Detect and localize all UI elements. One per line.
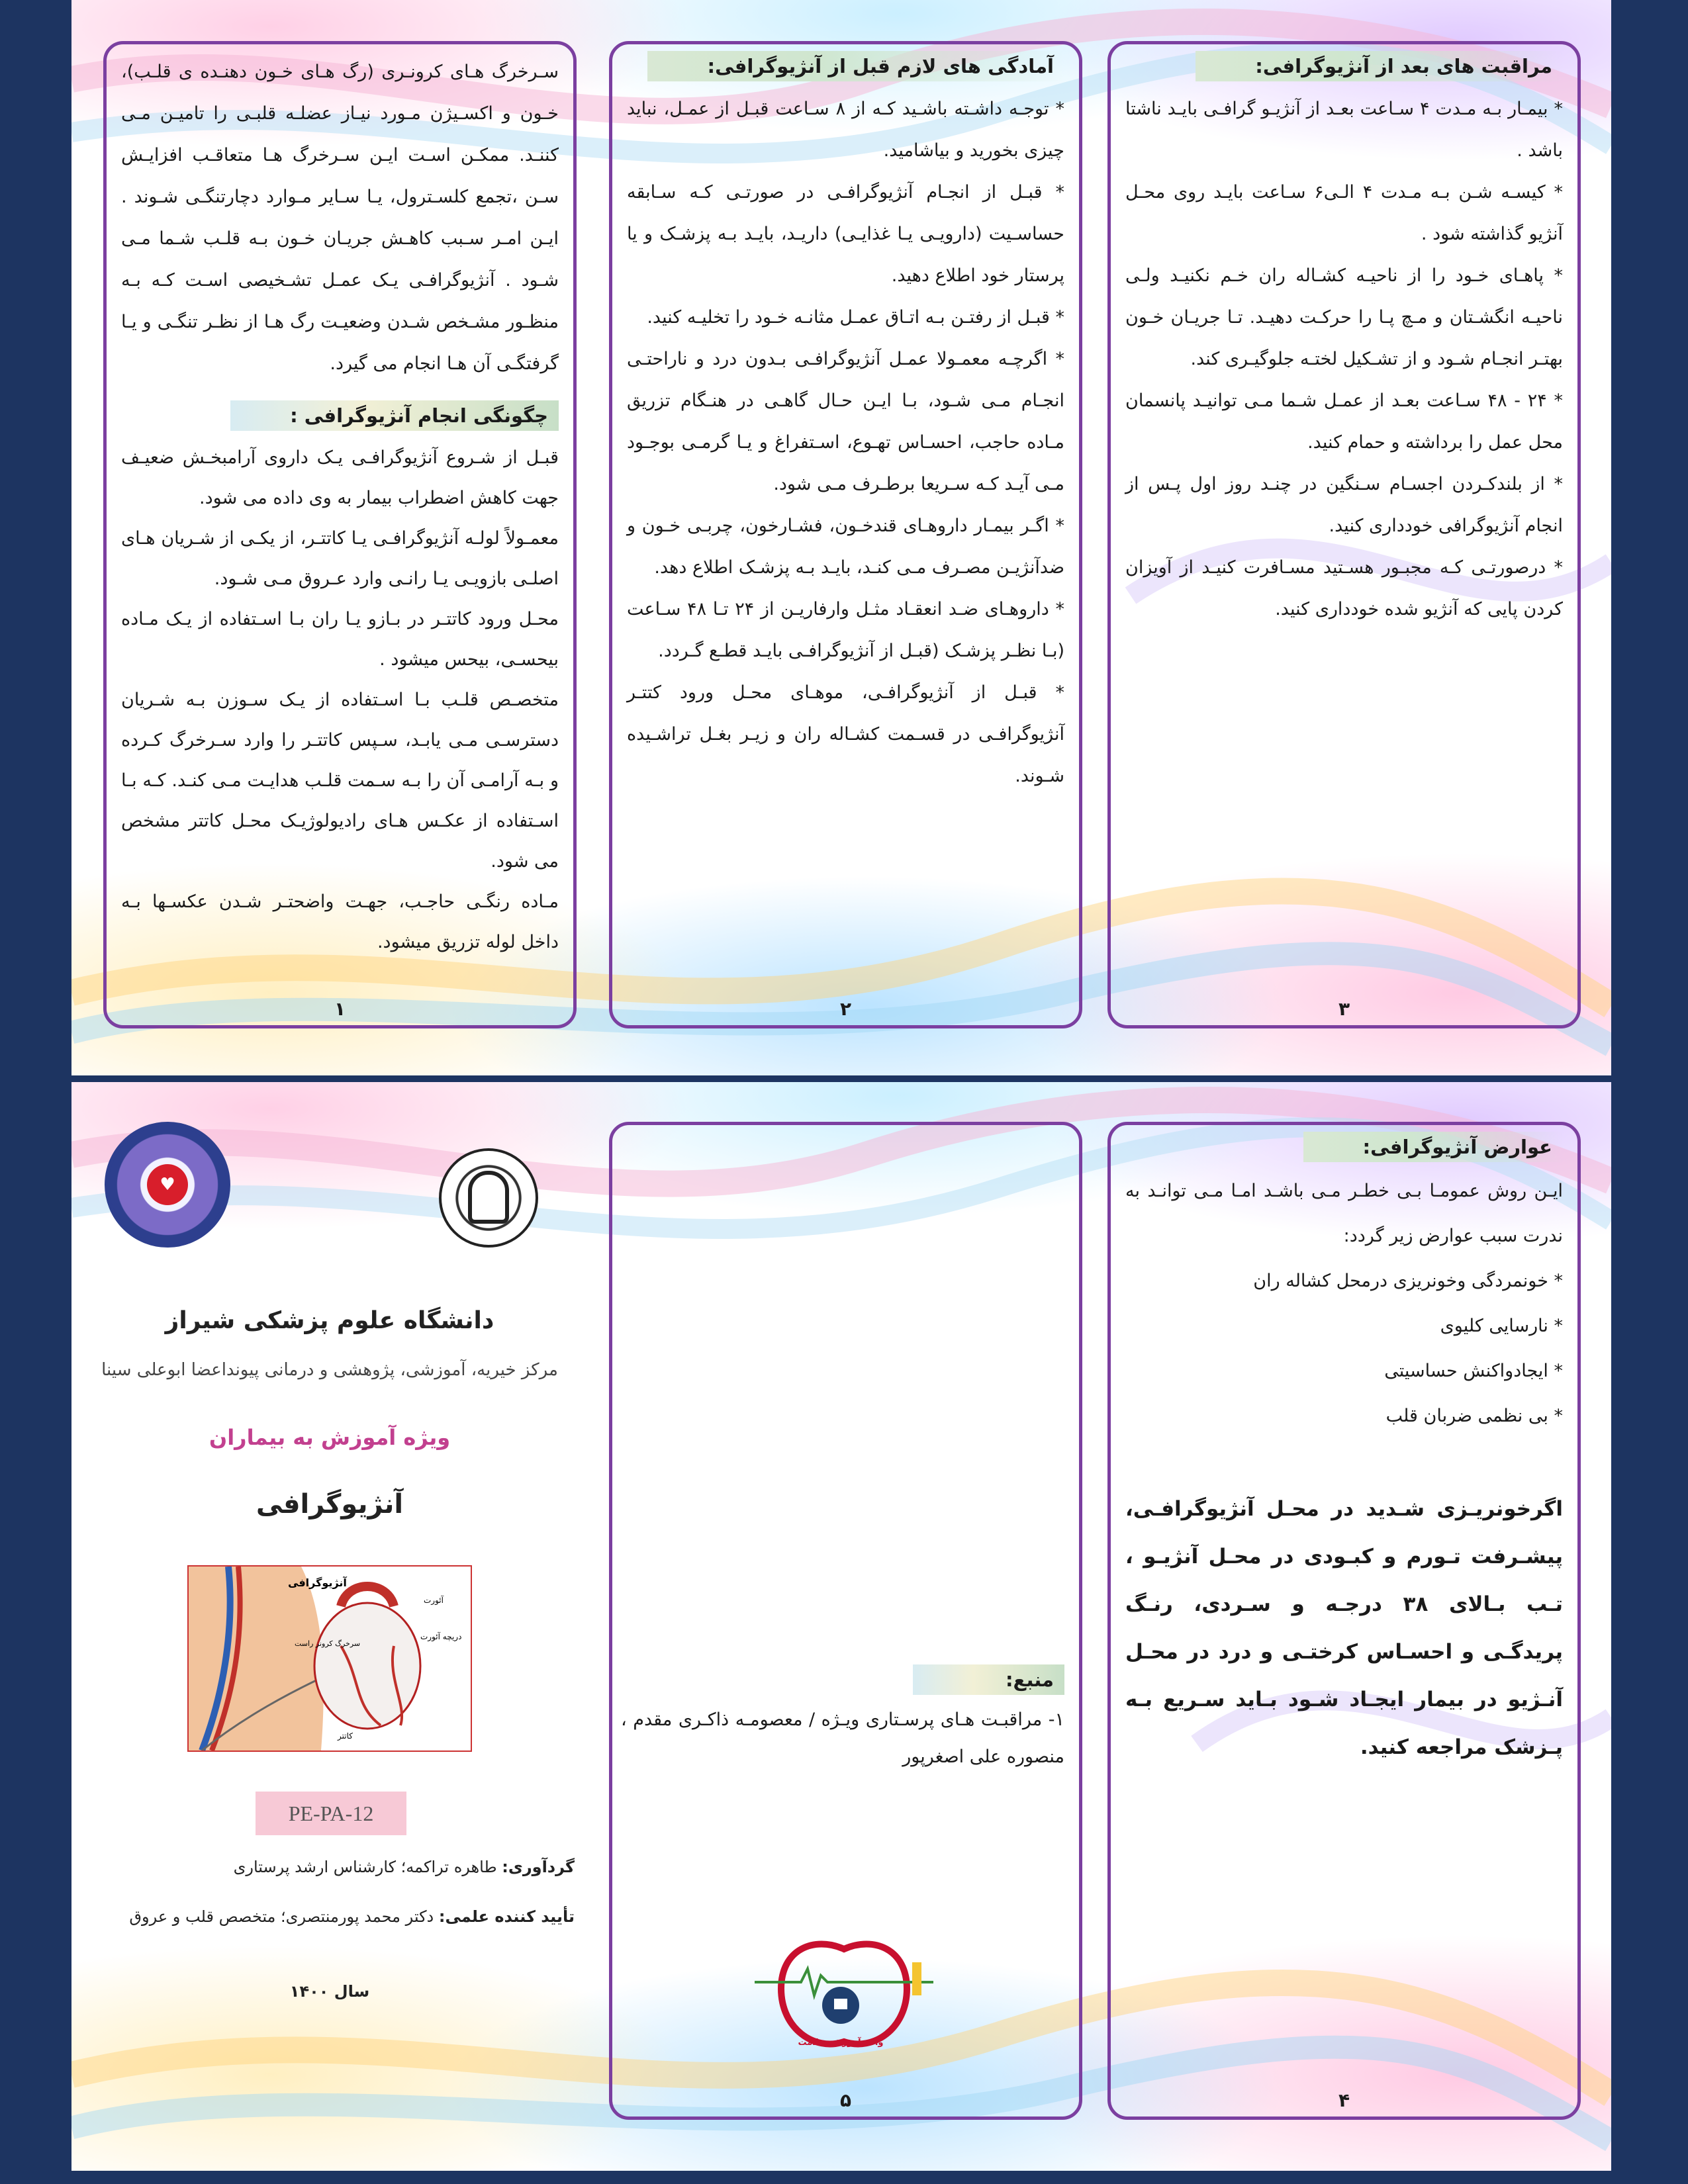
aftercare-item: * از بلندکـردن اجسـام سـنگین در چنـد روز اول پـس از انجام آنژیوگرافی خودداری کنید.	[1125, 474, 1563, 536]
preparation-item: * قبـل از آنژیوگرافـی، موهـای محـل ورود کتتـر آنژیوگرافـی در قسـمت کشـاله ران و زیـر بغـل تراشـیده شـوند.	[627, 682, 1064, 786]
compiler-label: گردآوری:	[502, 1858, 575, 1876]
complications-intro: ایـن روش عمومـا بـی خطـر مـی باشـد امـا مـی توانـد به ندرت سبب عوارض زیر گردد:	[1125, 1181, 1563, 1246]
approver-label: تأیید کننده علمی:	[438, 1907, 575, 1926]
page-number: ۱	[334, 998, 346, 1020]
page-number: ۲	[839, 998, 852, 1020]
logo-caption: واحد آموزش سلامت	[798, 2038, 884, 2048]
illustration-label: دریچه آئورت	[420, 1632, 462, 1641]
procedure-item: محـل ورود کاتتـر در بـازو یـا ران بـا اسـتفاده از یـک مـاده بیحسـی، بیحس میشود .	[121, 609, 559, 670]
preparation-item: * داروهـای ضـد انعقـاد مثـل وارفاریـن از ۲۴ تـا ۴۸ سـاعت (بـا نظـر پزشـک (قبـل از آنژیوگرافـی بایـد قطـع گـردد.	[627, 599, 1064, 661]
compiler-line	[234, 1858, 575, 1876]
procedure-item: معمـولاً لولـه آنژیوگرافـی یـا کاتتـر، از یکـی از شـریان هـای اصلـی بازویـی یـا رانـی وارد عـروق مـی شـود.	[121, 528, 559, 589]
university-logo	[439, 1148, 538, 1248]
procedure-item: متخصـص قلـب بـا اسـتفاده از یـک سـوزن بـه شـریان دسترسـی مـی یابـد، سـپس کاتتـر را وارد سـرخرگ کـرده و بـه آرامـی آن را بـه سـمت قلـب هدایـت مـی کنـد. کـه بـا اسـتفاده از عکـس هـای رادیولوژیـک محـل کاتتر مشخص می شود.	[121, 690, 559, 872]
cover-panel	[71, 1082, 588, 2171]
complication-item: * ایجادواکنش حساسیتی	[1384, 1361, 1563, 1381]
complication-item: * بی نظمی ضربان قلب	[1385, 1406, 1563, 1426]
heart-catheter-drawing	[189, 1567, 471, 1751]
document-code: PE-PA-12	[256, 1792, 406, 1835]
complications-header: عوارض آنژیوگرافی:	[1303, 1132, 1563, 1162]
complication-item: * نارسایی کلیوی	[1440, 1316, 1563, 1336]
panel-preparation	[609, 41, 1082, 1028]
complication-item: * خونمردگی وخونریزی درمحل کشاله ران	[1253, 1271, 1563, 1291]
cover-subtitle: ویژه آموزش به بیماران	[209, 1425, 451, 1450]
approver-line	[129, 1907, 575, 1926]
aftercare-item: * پاهـای خـود را از ناحیـه کشـاله ران خـم نکنیـد ولـی ناحیـه انگشـتان و مـچ پـا را حرکـت دهیـد. تـا جریـان خـون بهتـر انجـام شـود و از تشـکیل لختـه جلوگیـری کند.	[1125, 265, 1563, 369]
panel-source	[609, 1122, 1082, 2120]
center-name: مرکز خیریه، آموزشی، پژوهشی و درمانی پیونداعضا ابوعلی سینا	[101, 1360, 558, 1380]
aftercare-item: * بیمـار بـه مـدت ۴ سـاعت بعـد از آنژیـو گرافـی بایـد ناشتا باشد .	[1125, 99, 1563, 161]
how-angiography-header: چگونگی انجام آنژیوگرافی :	[230, 400, 559, 431]
page-number: ۳	[1338, 998, 1350, 1020]
aftercare-item: * درصورتـی کـه مجبـور هسـتید مسـافرت کنیـد از آویزان کردن پایی که آنژیو شده خودداری کنید.	[1125, 557, 1563, 619]
page-number: ۴	[1338, 2089, 1350, 2111]
preparation-item: * اگرچـه معمـولا عمـل آنژیوگرافـی بـدون درد و ناراحتـی انجـام مـی شـود، بـا ایـن حـال گاهـی در هنـگام تزریق مـاده حاجب، احسـاس تهـوع، اسـتفراغ و یـا گرمـی بوجـود مـی آیـد کـه سـریعا برطـرف مـی شود.	[627, 349, 1064, 494]
emergency-warning: اگرخونریـزی شـدید در محـل آنژیوگرافـی، پیشـرفت تـورم و کبـودی در محـل آنژیـو ، تـب بـالای ۳۸ درجـه و سـردی، رنـگ پریدگـی و احسـاس کرختـی و درد در محـل آنـژیو در بیمار ایجـاد شـود بـاید سـریع بـه پـزشک مراجعه کنید.	[1125, 1497, 1563, 1759]
preparation-item: * توجـه داشـته باشـید کـه از ۸ سـاعت قبـل از عمـل، نباید چیزی بخورید و بیاشامید.	[627, 99, 1064, 161]
preparation-item: * اگـر بیمـار داروهـای قندخـون، فشـارخون، چربـی خـون و ضدآنژیـن مصـرف مـی کنـد، بایـد بـه پزشـک اطلاع دهد.	[627, 516, 1064, 578]
page-number: ۵	[839, 2089, 852, 2111]
aftercare-item: * ۲۴ - ۴۸ سـاعت بعـد از عمـل شـما مـی توانیـد پانسمان محل عمل را برداشته و حمام کنید.	[1125, 390, 1563, 453]
compiler-value: طاهره تراکمه؛ کارشناس ارشد پرستاری	[233, 1858, 497, 1876]
transplant-center-logo: ♥	[105, 1122, 230, 1248]
university-name: دانشگاه علوم پزشکی شیراز	[165, 1307, 494, 1334]
intro-paragraph: سـرخرگ هـای کرونـری (رگ هـای خـون دهنـده ی قلـب)، خـون و اکسـیژن مـورد نیـاز عضلـه قلبـی را تامیـن مـی کننـد. ممکـن اسـت ایـن سـرخرگ هـا متعاقـب افزایـش سـن ،تجمع کلسـترول، یـا سـایر مـوارد دچارتنگـی شـوند . ایـن امـر سـبب کاهـش جریـان خـون بـه قلـب شـما مـی شـود . آنژیوگرافـی یـک عمـل تشـخیصی اسـت کـه بـه منظـور مشـخص شـدن وضعیـت رگ هـا از نظـر تنگـی و یـا گرفتگـی آن هـا انجام می گیرد.	[121, 62, 559, 374]
aftercare-item: * کیسـه شـن بـه مـدت ۴ الـی۶ سـاعت بایـد روی محـل آنژیو گذاشته شود .	[1125, 182, 1563, 244]
preparation-header: آمادگی های لازم قبل از آنژیوگرافی:	[647, 51, 1064, 81]
publication-year: سال ۱۴۰۰	[289, 1982, 370, 2001]
cover-title: آنژیوگرافی	[256, 1489, 404, 1520]
brochure-outside-sheet	[71, 1082, 1611, 2171]
health-education-logo	[741, 1936, 947, 2055]
procedure-item: قبـل از شـروع آنژیوگرافـی یـک داروی آرامبخـش ضعیـف جهت کاهش اضطراب بیمار به وی داده می شود.	[121, 447, 559, 508]
illustration-label: کاتتر	[338, 1731, 353, 1741]
source-header: منبع:	[913, 1664, 1064, 1695]
aftercare-header: مراقبت های بعد از آنژیوگرافی:	[1196, 51, 1563, 81]
apple-logo-graphic	[741, 1936, 947, 2055]
panel-aftercare	[1107, 41, 1581, 1028]
illustration-label: سرخرگ کرونر راست	[295, 1639, 361, 1648]
brochure-inside-sheet	[71, 0, 1611, 1075]
procedure-item: مـاده رنگـی حاجـب، جهـت واضحتـر شـدن عکسـها بـه داخل لوله تزریق میشود.	[121, 891, 559, 952]
preparation-item: * قبـل از انجـام آنژیوگرافـی در صورتـی کـه سـابقه حساسـیت (دارویـی یـا غذایـی) داریـد، بایـد بـه پزشـک و یا پرستار خود اطلاع دهید.	[627, 182, 1064, 286]
source-reference: ۱- مراقبـت هـای پرسـتاری ویـژه / معصومـه ذاکـری مقدم ، منصوره علی اصغرپور	[621, 1709, 1064, 1767]
illustration-label: آئورت	[424, 1596, 444, 1605]
illustration-label: آنژیوگرافی	[288, 1576, 347, 1589]
preparation-item: * قبـل از رفتـن بـه اتـاق عمـل مثانـه خـود را تخلیـه کنید.	[647, 307, 1064, 328]
approver-value: دکتر محمد پورمنتصری؛ متخصص قلب و عروق	[129, 1907, 434, 1926]
panel-intro	[103, 41, 577, 1028]
angiography-illustration	[187, 1565, 472, 1752]
panel-complications	[1107, 1122, 1581, 2120]
